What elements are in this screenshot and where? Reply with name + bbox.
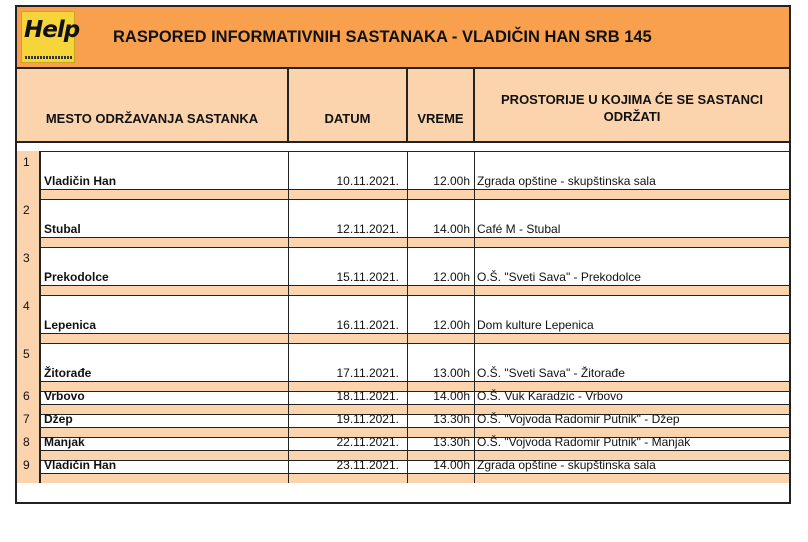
row-datum: 22.11.2021. [336,435,399,449]
row-vreme: 13.30h [433,412,470,426]
row-mesto: Manjak [44,435,85,449]
row-datum-cell [289,199,408,247]
row-vreme: 14.00h [433,222,470,236]
row-datum-cell [289,151,408,199]
logo-word: Help [24,17,80,43]
row-datum: 23.11.2021. [336,458,399,472]
table-row [17,295,789,343]
table-row [17,247,789,295]
row-datum: 18.11.2021. [336,389,399,403]
row-prostorije: O.Š. "Vojvoda Radomir Putnik" - Džep [477,412,680,426]
header-mesto: MESTO ODRŽAVANJA SASTANKA [17,69,289,141]
row-vreme-cell [408,414,475,437]
row-prostorije-cell [475,460,789,483]
row-mesto-cell [41,437,289,460]
row-prostorije: O.Š. "Sveti Sava" - Prekodolce [477,270,641,284]
row-vreme: 12.00h [433,318,470,332]
row-number: 9 [23,458,30,472]
row-number: 1 [23,155,30,169]
row-mesto: Vrbovo [44,389,85,403]
row-prostorije: O.Š. Vuk Karadzic - Vrbovo [477,389,623,403]
row-vreme-cell [408,343,475,391]
row-vreme: 14.00h [433,458,470,472]
header-vreme: VREME [408,69,475,141]
row-mesto: Prekodolce [44,270,109,284]
row-mesto: Stubal [44,222,81,236]
table-row [17,460,789,483]
row-vreme: 12.00h [433,270,470,284]
row-vreme: 13.30h [433,435,470,449]
row-datum-cell [289,391,408,414]
table-row [17,414,789,437]
row-number: 2 [23,203,30,217]
row-vreme-cell [408,437,475,460]
table-row [17,199,789,247]
row-datum-cell [289,343,408,391]
row-number-cell [17,343,41,391]
row-prostorije: Café M - Stubal [477,222,561,236]
row-number-cell [17,151,41,199]
logo-tagline [25,56,72,59]
row-number-cell [17,460,41,483]
row-number: 5 [23,347,30,361]
row-prostorije-cell [475,437,789,460]
row-mesto-cell [41,199,289,247]
row-number-cell [17,199,41,247]
row-mesto-cell [41,414,289,437]
row-vreme-cell [408,247,475,295]
row-vreme-cell [408,151,475,199]
table-row [17,343,789,391]
row-vreme-cell [408,460,475,483]
row-datum: 15.11.2021. [336,270,399,284]
row-vreme-cell [408,391,475,414]
row-prostorije-cell [475,199,789,247]
row-number: 3 [23,251,30,265]
row-datum-cell [289,460,408,483]
row-datum-cell [289,295,408,343]
row-mesto-cell [41,151,289,199]
row-prostorije-cell [475,414,789,437]
row-prostorije: O.Š. "Vojvoda Radomir Putnik" - Manjak [477,435,691,449]
column-header-row [17,69,789,143]
row-vreme: 14.00h [433,389,470,403]
row-prostorije-cell [475,343,789,391]
row-mesto: Džep [44,412,73,426]
row-prostorije-cell [475,151,789,199]
row-prostorije: O.Š. "Sveti Sava" - Žitorađe [477,366,625,380]
row-mesto-cell [41,460,289,483]
row-prostorije: Zgrada opštine - skupštinska sala [477,174,656,188]
row-number: 4 [23,299,30,313]
row-number-cell [17,437,41,460]
table-row [17,391,789,414]
row-mesto-cell [41,343,289,391]
row-datum-cell [289,437,408,460]
schedule-table [15,5,791,504]
row-number: 7 [23,412,30,426]
row-mesto: Vladičin Han [44,174,117,188]
table-row [17,151,789,199]
row-prostorije: Zgrada opštine - skupštinska sala [477,458,656,472]
row-vreme: 12.00h [433,174,470,188]
row-prostorije-cell [475,391,789,414]
table-row [17,437,789,460]
row-prostorije: Dom kulture Lepenica [477,318,594,332]
row-prostorije-cell [475,247,789,295]
row-datum-cell [289,247,408,295]
row-number-cell [17,295,41,343]
row-mesto: Žitorađe [44,366,92,380]
title-bar [17,7,789,69]
row-vreme: 13.00h [433,366,470,380]
row-datum-cell [289,414,408,437]
row-mesto-cell [41,247,289,295]
header-datum: DATUM [289,69,408,141]
row-datum: 10.11.2021. [336,174,399,188]
row-datum: 12.11.2021. [336,222,399,236]
row-mesto: Lepenica [44,318,97,332]
row-mesto-cell [41,391,289,414]
row-number-cell [17,414,41,437]
header-prostorije: PROSTORIJE U KOJIMA ĆE SE SASTANCI ODRŽATI [501,92,763,124]
row-number: 8 [23,435,30,449]
row-datum: 19.11.2021. [336,412,399,426]
row-vreme-cell [408,295,475,343]
row-mesto-cell [41,295,289,343]
row-vreme-cell [408,199,475,247]
page-title: RASPORED INFORMATIVNIH SASTANAKA - VLADIČIN HAN SRB 145 [113,28,652,46]
row-datum: 17.11.2021. [336,366,399,380]
row-datum: 16.11.2021. [336,318,399,332]
row-number: 6 [23,389,30,403]
row-number-cell [17,391,41,414]
row-prostorije-cell [475,295,789,343]
row-mesto: Vladičin Han [44,458,117,472]
help-logo [21,11,80,63]
row-number-cell [17,247,41,295]
